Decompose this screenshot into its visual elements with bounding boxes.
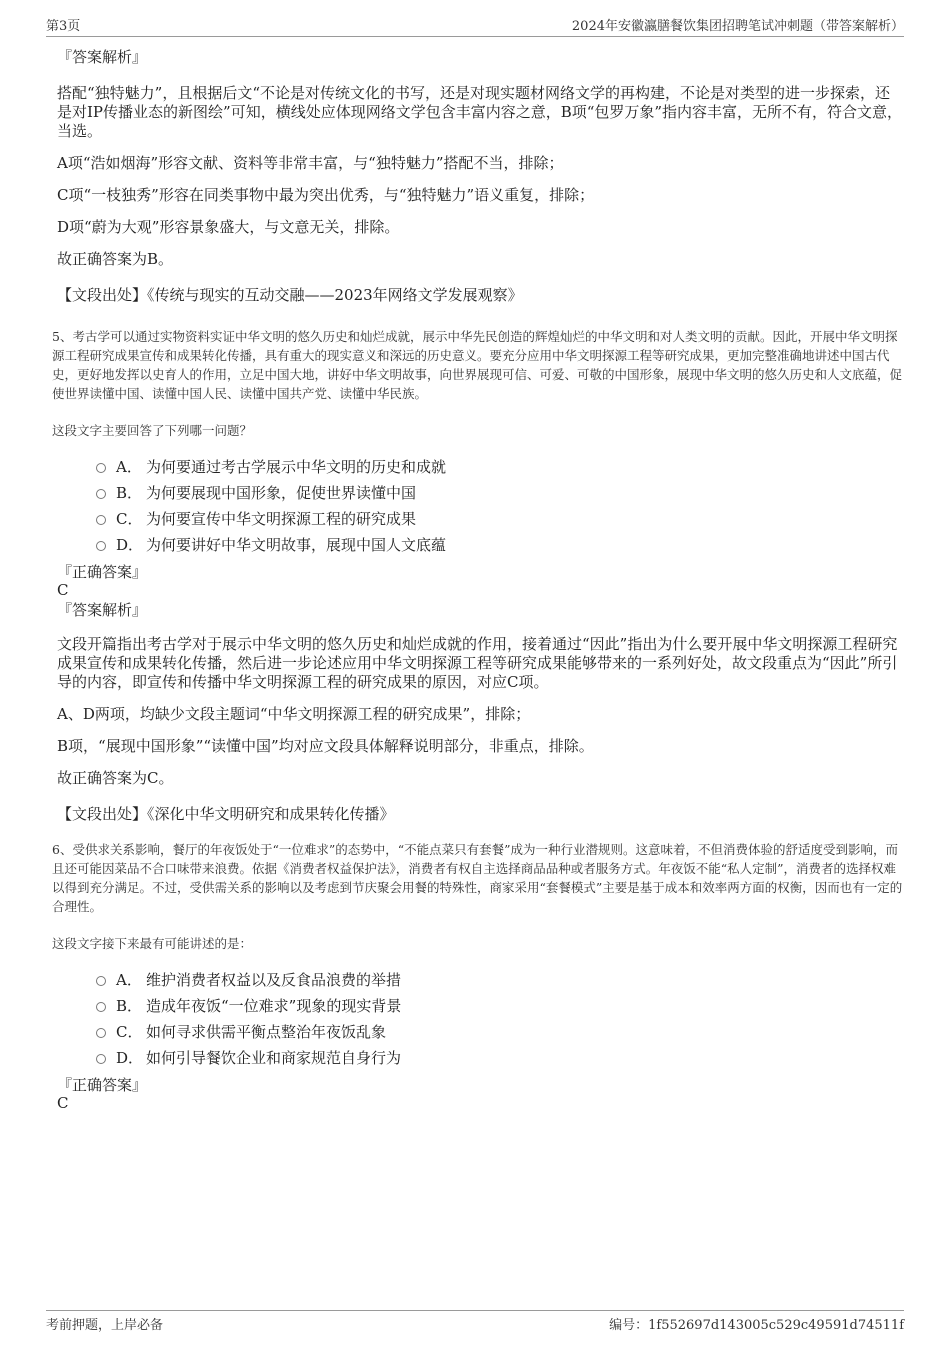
radio-button-icon[interactable] (96, 541, 106, 551)
radio-button-icon[interactable] (96, 976, 106, 986)
page-header (46, 14, 904, 37)
q5-option-a[interactable] (96, 453, 904, 479)
q6-answer: C (57, 1094, 69, 1112)
option-text: 为何要宣传中华文明探源工程的研究成果 (146, 509, 417, 528)
option-letter: C． (116, 1022, 143, 1041)
radio-button-icon[interactable] (96, 463, 106, 473)
q6-question-text: 6、受供求关系影响，餐厅的年夜饭处于“一位难求”的态势中，“不能点菜只有套餐”成为一种行业潜规则。这意味着，不但消费体验的舒适度受到影响，而且还可能因菜品不合口味带来浪费。依据《消费者权益保护法》，消费者有权自主选择商品品种或者服务方式。年夜饭不能“私人定制”，消费者的选择权难以得到充分满足。不过，受供需关系的影响以及考虑到节庆聚会用餐的特殊性，商家采用“套餐模式”主要是基于成本和效率两方面的权衡，因而也有一定的合理性。 (52, 842, 903, 914)
option-letter: D． (116, 1048, 144, 1067)
radio-button-icon[interactable] (96, 1002, 106, 1012)
q6-option-c[interactable] (96, 1018, 904, 1044)
page-footer (46, 1310, 904, 1333)
document-id: 编号：1f552697d143005c529c49591d74511f (609, 1318, 904, 1333)
q5-analysis-p3: B项，“展现中国形象”“读懂中国”均对应文段具体解释说明部分，非重点，排除。 (57, 737, 594, 755)
radio-button-icon[interactable] (96, 1054, 106, 1064)
q5-option-b[interactable] (96, 479, 904, 505)
q5-answer-label: 『正确答案』 (57, 563, 148, 581)
q4-analysis-p2: A项“浩如烟海”形容文献、资料等非常丰富，与“独特魅力”搭配不当，排除； (57, 154, 564, 172)
q6-option-b[interactable] (96, 992, 904, 1018)
option-text: 为何要展现中国形象，促使世界读懂中国 (146, 483, 417, 502)
q6-question-ask: 这段文字接下来最有可能讲述的是： (52, 936, 253, 951)
q5-source: 【文段出处】《深化中华文明研究和成果转化传播》 (57, 805, 395, 823)
q6-option-a[interactable] (96, 966, 904, 992)
document-title: 2024年安徽瀛膳餐饮集团招聘笔试冲刺题（带答案解析） (571, 19, 904, 34)
q5-option-c[interactable] (96, 505, 904, 531)
q4-analysis-label: 『答案解析』 (57, 48, 148, 66)
q5-option-d[interactable] (96, 531, 904, 557)
radio-button-icon[interactable] (96, 1028, 106, 1038)
option-text: 维护消费者权益以及反食品浪费的举措 (146, 970, 402, 989)
option-text: 为何要通过考古学展示中华文明的历史和成就 (146, 457, 447, 476)
q5-analysis-p4: 故正确答案为C。 (57, 769, 174, 787)
option-text: 为何要讲好中华文明故事，展现中国人文底蕴 (146, 535, 447, 554)
q6-answer-label: 『正确答案』 (57, 1076, 148, 1094)
q5-analysis-p2: A、D两项，均缺少文段主题词“中华文明探源工程的研究成果”，排除； (57, 705, 531, 723)
q5-options (96, 453, 904, 557)
option-letter: B． (116, 483, 143, 502)
option-letter: A． (116, 457, 142, 476)
option-letter: C． (116, 509, 143, 528)
q4-analysis-p3: C项“一枝独秀”形容在同类事物中最为突出优秀，与“独特魅力”语义重复，排除； (57, 186, 595, 204)
q4-source: 【文段出处】《传统与现实的互动交融——2023年网络文学发展观察》 (57, 286, 523, 304)
option-letter: D． (116, 535, 144, 554)
q4-analysis-p1: 搭配“独特魅力”，且根据后文“不论是对传统文化的书写，还是对现实题材网络文学的再构建，不论是对类型的进一步探索，还是对IP传播业态的新图绘”可知，横线处应体现网络文学包含丰富内容之意，B项“包罗万象”指内容丰富，无所不有，符合文意，当选。 (57, 84, 903, 140)
option-letter: B． (116, 996, 143, 1015)
option-letter: A． (116, 970, 142, 989)
page-number: 第3页 (46, 19, 81, 34)
radio-button-icon[interactable] (96, 489, 106, 499)
q5-question-text: 5、考古学可以通过实物资料实证中华文明的悠久历史和灿烂成就，展示中华先民创造的辉煌灿烂的中华文明和对人类文明的贡献。因此，开展中华文明探源工程研究成果宣传和成果转化传播，具有重大的现实意义和深远的历史意义。要充分应用中华文明探源工程等研究成果，更加完整准确地讲述中国古代史，更好地发挥以史育人的作用，立足中国大地，讲好中华文明故事，向世界展现可信、可爱、可敬的中国形象，展现中华文明的悠久历史和人文底蕴，促使世界读懂中国、读懂中国人民、读懂中国共产党、读懂中华民族。 (52, 329, 903, 401)
q4-analysis-p5: 故正确答案为B。 (57, 250, 174, 268)
option-text: 如何寻求供需平衡点整治年夜饭乱象 (146, 1022, 387, 1041)
q5-analysis-label: 『答案解析』 (57, 601, 148, 619)
option-text: 造成年夜饭“一位难求”现象的现实背景 (146, 996, 402, 1015)
option-text: 如何引导餐饮企业和商家规范自身行为 (146, 1048, 402, 1067)
q4-analysis-p4: D项“蔚为大观”形容景象盛大，与文意无关，排除。 (57, 218, 400, 236)
q6-options (96, 966, 904, 1070)
page-content (52, 40, 904, 1112)
q5-question-ask: 这段文字主要回答了下列哪一问题？ (52, 423, 253, 438)
q5-answer: C (57, 581, 69, 599)
radio-button-icon[interactable] (96, 515, 106, 525)
q5-analysis-p1: 文段开篇指出考古学对于展示中华文明的悠久历史和灿烂成就的作用，接着通过“因此”指出为什么要开展中华文明探源工程研究成果宣传和成果转化传播，然后进一步论述应用中华文明探源工程等研究成果能够带来的一系列好处，故文段重点为“因此”所引导的内容，即宣传和传播中华文明探源工程的研究成果的原因，对应C项。 (57, 635, 898, 691)
q6-option-d[interactable] (96, 1044, 904, 1070)
footer-slogan: 考前押题，上岸必备 (46, 1318, 164, 1333)
